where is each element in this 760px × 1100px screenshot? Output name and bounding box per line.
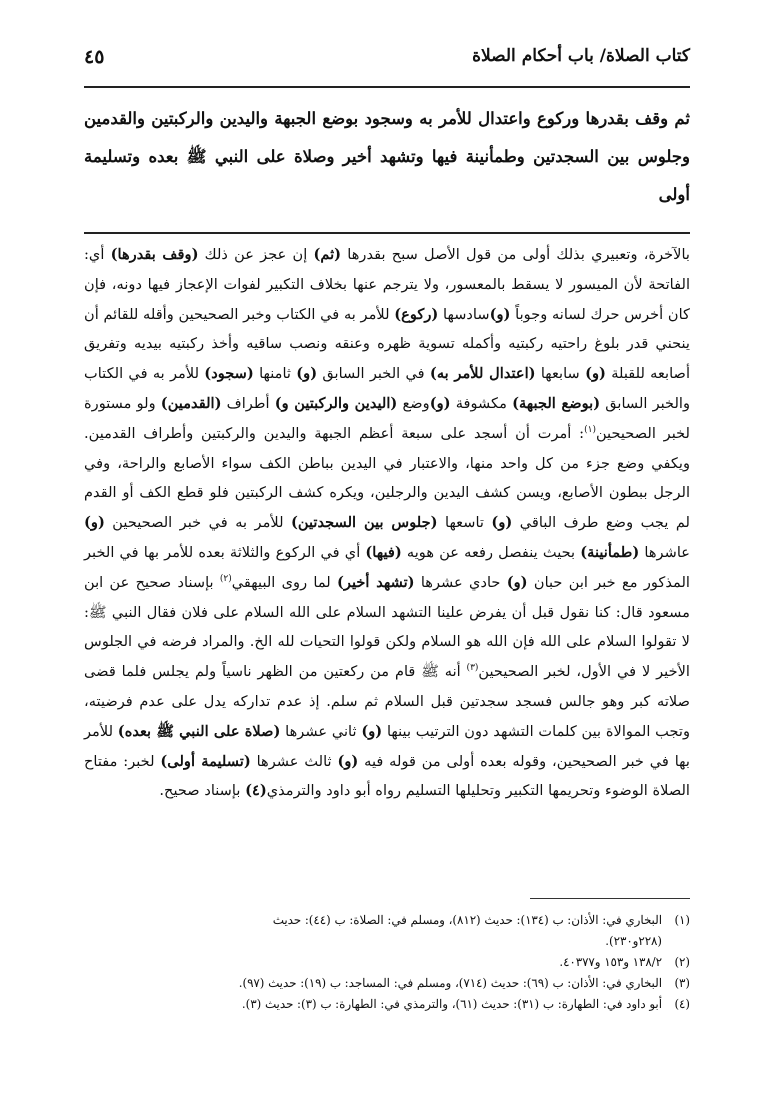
matn-quote: (طمأنينة): [580, 543, 640, 561]
sharh-text: ولو مستورة لخبر الصحيحين: [84, 394, 690, 442]
matn-divider: [84, 232, 690, 234]
sharh-text: للأمر به في الكتاب والخبر السابق: [84, 365, 691, 412]
matn-text: ثم وقف بقدرها وركوع واعتدال للأمر به وسجود بوضع الجبهة واليدين والركبتين والقدمين وجلوس بين السجدتين وطمأنينة فيها وتشهد أخير وصلاة على النبي ﷺ بعده وتسليمة أولى: [84, 109, 690, 204]
matn-quote: (جلوس بين السجدتين): [291, 514, 438, 532]
sharh-text: ثالث عشرها: [250, 752, 338, 770]
sharh-text: لما روى البيهقي: [231, 573, 338, 591]
matn-quote: (اليدين والركبتين و): [274, 394, 398, 412]
matn-quote: (وقف بقدرها): [110, 246, 199, 263]
footnote-number: (٢): [674, 955, 690, 969]
matn-quote: (تسليمة أولى): [160, 752, 251, 770]
footnote: [84, 994, 690, 1015]
footnote-text: أبو داود في: الطهارة: ب (٣١): حديث (٦١)، والترمذي في: الطهارة: ب (٣): حديث (٣).: [241, 997, 662, 1011]
matn-quote: (٤): [245, 782, 267, 800]
footnote-text: ١٣٨/٢ و١٥٣ و٤٠٣٧٧.: [559, 955, 662, 969]
matn-quote: (ركوع): [394, 305, 439, 323]
footnote-divider: [530, 898, 690, 899]
sharh-text: وضع: [397, 394, 430, 412]
matn-quote: (صلاة على النبي ﷺ بعده): [117, 722, 281, 740]
footnote-ref: (١): [584, 424, 596, 435]
footnote-number: (٤): [674, 997, 690, 1011]
sharh-text: سادسها: [438, 305, 490, 323]
sharh-text: لخبر: مفتاح الصلاة الوضوء وتحريمها التكبير وتحليلها التسليم رواه أبو داود والترمذي: [84, 752, 690, 800]
sharh-text: عاشرها: [639, 543, 690, 561]
sharh-text: بحيث ينفصل رفعه عن هويه: [401, 543, 581, 561]
page-header: [84, 44, 690, 88]
sharh-text: سابعها: [535, 365, 586, 383]
sharh-text: بالآخرة، وتعبيري بذلك أولى من قول الأصل سبح بقدرها: [341, 246, 690, 263]
matn-quote: (و): [361, 722, 383, 740]
sharh-text: أي في الركوع والثلاثة بعده للأمر بها في الخبر المذكور مع خبر ابن حبان: [84, 543, 690, 591]
matn-quote: (اعتدال للأمر به): [429, 365, 536, 383]
sharh-text: للأمر به في الكتاب وخبر الصحيحين وأقله للقائم أن ينحني قدر بلوغ راحتيه ركبتيه وأكمله تسوية ظهره وعنقه ونصب ساقيه وأخذ ركبتيه بيديه وتفريق أصابعه للقبلة: [84, 305, 691, 383]
matn-quote: (سجود): [204, 365, 254, 383]
sharh-text: مكشوفة: [450, 394, 513, 412]
matn-quote: (و): [337, 752, 359, 770]
matn-quote: (و): [429, 394, 451, 412]
sharh-text: أنه ﷺ قام من ركعتين من الظهر ناسياً ولم يجلس فلما قضى صلاته كبر وهو جالس فسجد سجدتين قبل السلام ثم سلم. إذ عدم تداركه يدل على عدم فرضيته، وتجب الموالاة بين كلمات التشهد دون الترتيب بينها: [84, 663, 691, 740]
footnote-text: البخاري في: الأذان: ب (١٣٤): حديث (٨١٢)، ومسلم في: الصلاة: ب (٤٤): حديث: [272, 913, 662, 927]
matn-quote: (فيها): [365, 543, 402, 561]
footnote: [84, 910, 690, 931]
footnote-text: البخاري في: الأذان: ب (٦٩): حديث (٧١٤)، ومسلم في: المساجد: ب (١٩): حديث (٩٧).: [238, 976, 662, 990]
matn-quote: (تشهد أخير): [337, 573, 415, 591]
footnotes: [84, 910, 690, 1015]
matn-quote: (و): [491, 514, 513, 532]
page-number: ٤٥: [84, 46, 105, 68]
footnote-number: (٣): [674, 976, 690, 990]
sharh-text: في الخبر السابق: [317, 365, 430, 383]
matn-quote: (و): [489, 305, 511, 323]
footnote-continuation: (٢٢٨و٢٣٠).: [605, 934, 662, 948]
matn-quote: (و): [296, 365, 318, 383]
footnote-number: (١): [674, 913, 690, 927]
matn-quote: (و): [84, 514, 105, 532]
sharh-text: ثامنها: [253, 365, 297, 383]
sharh-text: أطراف: [221, 394, 275, 412]
footnote-ref: (٢): [219, 573, 232, 584]
matn-quote: (و): [585, 365, 606, 383]
footnote-ref: (٣): [466, 663, 479, 674]
sharh-text: بإسناد صحيح.: [159, 782, 246, 800]
sharh-text: إن عجز عن ذلك: [198, 246, 314, 263]
matn-quote: (القدمين): [160, 394, 222, 412]
sharh-text: حادي عشرها: [414, 573, 507, 591]
commentary-text: [84, 240, 690, 806]
footnote: [84, 973, 690, 994]
matn-quote: (ثم): [313, 246, 342, 263]
footnote: [84, 952, 690, 973]
running-title: كتاب الصلاة/ باب أحكام الصلاة: [472, 46, 690, 66]
sharh-text: : أمرت أن أسجد على سبعة أعظم الجبهة واليدين والركبتين وأطراف القدمين. ويكفي وضع جزء من كل واحد منها، والاعتبار في اليدين بباطن الكف سواء الأصابع والراحة، وفي الرجل ببطون الأصابع، ويسن كشف اليدين والرجلين، ويكره كشف الركبتين فلو قطع الكف أو القدم لم يجب وضع طرف الباقي: [84, 424, 690, 532]
sharh-text: تاسعها: [437, 514, 492, 532]
matn-quote: (و): [506, 573, 528, 591]
sharh-text: أي: الفاتحة لأن الميسور لا يسقط بالمعسور، ولا يترجم عنها بخلاف التكبير لفوات الإعجاز فيها دونه، فإن كان أخرس حرك لسانه وجوباً: [84, 246, 691, 323]
sharh-text: للأمر به في خبر الصحيحين: [104, 514, 291, 532]
sharh-text: بإسناد صحيح عن ابن مسعود قال: كنا نقول قبل أن يفرض علينا التشهد السلام على الله السلام على فلان فقال النبي ﷺ: لا تقولوا السلام على الله فإن الله هو السلام ولكن قولوا التحيات لله الخ. والمراد فرضه في الجلوس الأخير لا في الأول، لخبر الصحيحين: [84, 573, 690, 681]
sharh-text: ثاني عشرها: [280, 722, 362, 740]
sharh-text: للأمر بها في خبر الصحيحين، وقوله بعده أولى من قوله فيه: [84, 722, 690, 770]
matn-quote: (بوضع الجبهة): [512, 394, 601, 412]
